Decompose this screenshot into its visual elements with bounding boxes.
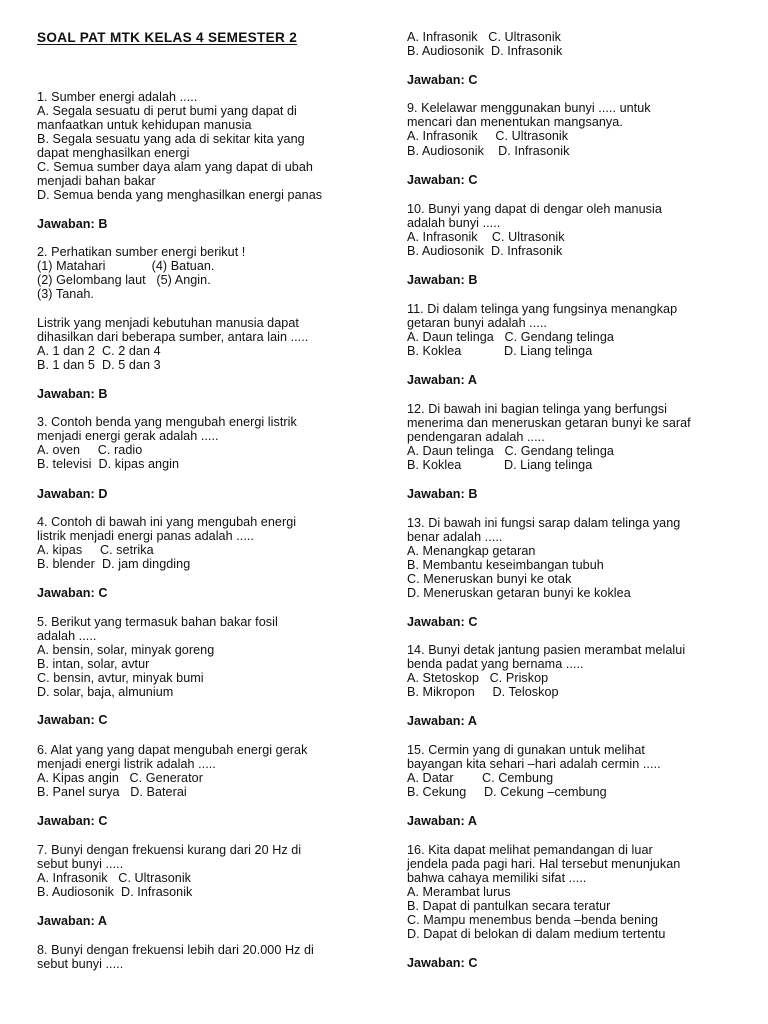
question-12-text: 12. Di bawah ini bagian telinga yang berfungsi [407, 402, 667, 416]
question-2-item-2: (2) Gelombang laut (5) Angin. [37, 273, 211, 287]
question-8-text: 8. Bunyi dengan frekuensi lebih dari 20.000 Hz di [37, 943, 314, 957]
question-2-options-ac: A. 1 dan 2 C. 2 dan 4 [37, 344, 161, 358]
question-14-options-ac: A. Stetoskop C. Priskop [407, 671, 549, 685]
question-14-options-bd: B. Mikropon D. Teloskop [407, 685, 559, 699]
question-13-option-a: A. Menangkap getaran [407, 544, 536, 558]
answer-16: Jawaban: C [407, 956, 478, 970]
question-8-options-ac: A. Infrasonik C. Ultrasonik [407, 30, 562, 44]
question-7-text-cont: sebut bunyi ..... [37, 857, 124, 871]
question-12-options-bd: B. Koklea D. Liang telinga [407, 458, 593, 472]
question-10-text: 10. Bunyi yang dapat di dengar oleh manusia [407, 202, 662, 216]
question-5-option-a: A. bensin, solar, minyak goreng [37, 643, 215, 657]
question-11-text-cont: getaran bunyi adalah ..... [407, 316, 547, 330]
question-14-text: 14. Bunyi detak jantung pasien merambat melalui [407, 643, 686, 657]
question-16-text-cont-2: bahwa cahaya memiliki sifat ..... [407, 871, 587, 885]
question-5-option-b: B. intan, solar, avtur [37, 657, 150, 671]
question-9-options-bd: B. Audiosonik D. Infrasonik [407, 144, 570, 158]
question-9-options-ac: A. Infrasonik C. Ultrasonik [407, 129, 569, 143]
question-10-options-ac: A. Infrasonik C. Ultrasonik [407, 230, 565, 244]
question-13-option-c: C. Meneruskan bunyi ke otak [407, 572, 572, 586]
question-16-option-c: C. Mampu menembus benda –benda bening [407, 913, 659, 927]
question-3-options-bd: B. televisi D. kipas angin [37, 457, 180, 471]
question-10-text-cont: adalah bunyi ..... [407, 216, 501, 230]
question-2-prompt-cont: dihasilkan dari beberapa sumber, antara lain ..... [37, 330, 309, 344]
question-12-text-cont-2: pendengaran adalah ..... [407, 430, 545, 444]
document-title: SOAL PAT MTK KELAS 4 SEMESTER 2 [37, 30, 298, 45]
answer-13: Jawaban: C [407, 615, 478, 629]
question-5-text-cont: adalah ..... [37, 629, 97, 643]
question-4-text: 4. Contoh di bawah ini yang mengubah energi [37, 515, 297, 529]
question-15-options-ac: A. Datar C. Cembung [407, 771, 554, 785]
answer-1: Jawaban: B [37, 217, 108, 231]
question-14-text-cont: benda padat yang bernama ..... [407, 657, 584, 671]
answer-8: Jawaban: C [407, 73, 478, 87]
question-2-item-3: (3) Tanah. [37, 287, 94, 301]
question-2-prompt: Listrik yang menjadi kebutuhan manusia dapat [37, 316, 299, 330]
answer-11: Jawaban: A [407, 373, 478, 387]
answer-4: Jawaban: C [37, 586, 108, 600]
question-1-option-c: C. Semua sumber daya alam yang dapat di ubah [37, 160, 313, 174]
question-1-option-c-cont: menjadi bahan bakar [37, 174, 156, 188]
question-2-text: 2. Perhatikan sumber energi berikut ! [37, 245, 246, 259]
question-6-text-cont: menjadi energi listrik adalah ..... [37, 757, 216, 771]
question-2-options-bd: B. 1 dan 5 D. 5 dan 3 [37, 358, 161, 372]
question-7-options-ac: A. Infrasonik C. Ultrasonik [37, 871, 192, 885]
question-9-text-cont: mencari dan menentukan mangsanya. [407, 115, 623, 129]
answer-2: Jawaban: B [37, 387, 108, 401]
question-6-options-ac: A. Kipas angin C. Generator [37, 771, 203, 785]
question-13-text-cont: benar adalah ..... [407, 530, 503, 544]
answer-14: Jawaban: A [407, 714, 478, 728]
answer-7: Jawaban: A [37, 914, 108, 928]
question-1-option-a-cont: manfaatkan untuk kehidupan manusia [37, 118, 252, 132]
question-10-options-bd: B. Audiosonik D. Infrasonik [407, 244, 563, 258]
question-5-text: 5. Berikut yang termasuk bahan bakar fosil [37, 615, 278, 629]
question-4-text-cont: listrik menjadi energi panas adalah ..... [37, 529, 254, 543]
question-2-item-1: (1) Matahari (4) Batuan. [37, 259, 215, 273]
question-9-text: 9. Kelelawar menggunakan bunyi ..... untuk [407, 101, 651, 115]
question-8-text-cont: sebut bunyi ..... [37, 957, 124, 971]
answer-10: Jawaban: B [407, 273, 478, 287]
question-3-options-ac: A. oven C. radio [37, 443, 143, 457]
question-5-option-c: C. bensin, avtur, minyak bumi [37, 671, 204, 685]
answer-5: Jawaban: C [37, 713, 108, 727]
question-12-text-cont: menerima dan meneruskan getaran bunyi ke saraf [407, 416, 691, 430]
question-15-text-cont: bayangan kita sehari –hari adalah cermin ..... [407, 757, 661, 771]
answer-6: Jawaban: C [37, 814, 108, 828]
question-16-text: 16. Kita dapat melihat pemandangan di luar [407, 843, 653, 857]
question-16-text-cont: jendela pada pagi hari. Hal tersebut menunjukan [407, 857, 681, 871]
question-3-text-cont: menjadi energi gerak adalah ..... [37, 429, 219, 443]
question-15-text: 15. Cermin yang di gunakan untuk melihat [407, 743, 645, 757]
question-11-text: 11. Di dalam telinga yang fungsinya menangkap [407, 302, 678, 316]
question-3-text: 3. Contoh benda yang mengubah energi listrik [37, 415, 297, 429]
question-13-option-b: B. Membantu keseimbangan tubuh [407, 558, 604, 572]
question-7-text: 7. Bunyi dengan frekuensi kurang dari 20 Hz di [37, 843, 302, 857]
question-16-option-b: B. Dapat di pantulkan secara teratur [407, 899, 611, 913]
question-16-option-d: D. Dapat di belokan di dalam medium tertentu [407, 927, 666, 941]
question-1-option-a: A. Segala sesuatu di perut bumi yang dapat di [37, 104, 297, 118]
question-6-text: 6. Alat yang yang dapat mengubah energi gerak [37, 743, 308, 757]
question-1-text: 1. Sumber energi adalah ..... [37, 90, 198, 104]
answer-3: Jawaban: D [37, 487, 108, 501]
question-6-options-bd: B. Panel surya D. Baterai [37, 785, 187, 799]
question-13-text: 13. Di bawah ini fungsi sarap dalam telinga yang [407, 516, 681, 530]
question-11-options-bd: B. Koklea D. Liang telinga [407, 344, 593, 358]
question-11-options-ac: A. Daun telinga C. Gendang telinga [407, 330, 614, 344]
answer-12: Jawaban: B [407, 487, 478, 501]
question-4-options-ac: A. kipas C. setrika [37, 543, 154, 557]
question-8-options-bd: B. Audiosonik D. Infrasonik [407, 44, 563, 58]
question-1-option-d: D. Semua benda yang menghasilkan energi panas [37, 188, 323, 202]
question-12-options-ac: A. Daun telinga C. Gendang telinga [407, 444, 614, 458]
question-15-options-bd: B. Cekung D. Cekung –cembung [407, 785, 607, 799]
question-7-options-bd: B. Audiosonik D. Infrasonik [37, 885, 193, 899]
answer-15: Jawaban: A [407, 814, 478, 828]
question-16-option-a: A. Merambat lurus [407, 885, 511, 899]
answer-9: Jawaban: C [407, 173, 478, 187]
question-4-options-bd: B. blender D. jam dingding [37, 557, 191, 571]
question-5-option-d: D. solar, baja, almunium [37, 685, 174, 699]
question-1-option-b: B. Segala sesuatu yang ada di sekitar kita yang [37, 132, 305, 146]
question-1-option-b-cont: dapat menghasilkan energi [37, 146, 190, 160]
question-13-option-d: D. Meneruskan getaran bunyi ke koklea [407, 586, 631, 600]
